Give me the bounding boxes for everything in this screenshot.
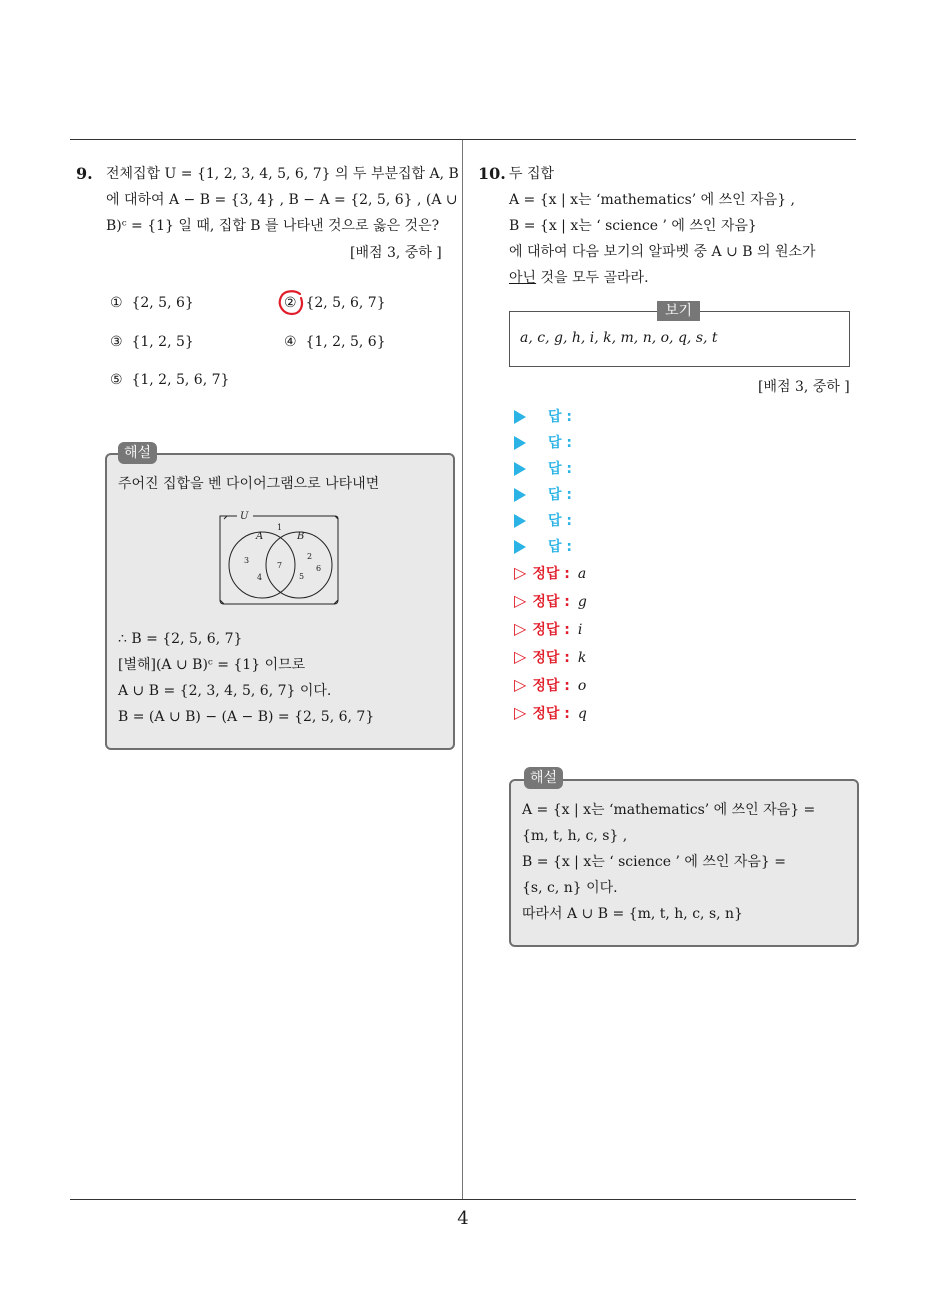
correct-answer-value: o <box>577 678 587 694</box>
q9-explanation-line-3: A ∪ B = {2, 3, 4, 5, 6, 7} 이다. <box>118 683 332 699</box>
q9-line-1: 전체집합 U = {1, 2, 3, 4, 5, 6, 7} 의 두 부분집합 A, B <box>106 166 459 182</box>
q10-explanation-tag: 해설 <box>524 767 563 789</box>
answer-label: 답 : <box>548 487 572 503</box>
correct-answer-value: i <box>577 622 583 638</box>
correct-label: 정답 : <box>532 678 570 694</box>
correct-answer-row-5 <box>514 675 586 697</box>
venn-both-value: 7 <box>277 561 283 570</box>
q10-score: [배점 3, 중하 ] <box>758 379 850 395</box>
correct-label: 정답 : <box>532 594 570 610</box>
correct-answer-value: k <box>577 650 587 666</box>
answer-row-1[interactable] <box>514 406 572 428</box>
q9-line-2: 에 대하여 A − B = {3, 4} , B − A = {2, 5, 6} , (A ∪ <box>106 192 458 208</box>
answer-label: 답 : <box>548 461 572 477</box>
red-triangle-icon: ▷ <box>514 619 527 638</box>
correct-answer-value: q <box>577 706 587 722</box>
answer-label: 답 : <box>548 513 572 529</box>
top-rule <box>70 139 856 140</box>
red-triangle-icon: ▷ <box>514 675 527 694</box>
blue-triangle-icon <box>514 410 526 424</box>
venn-only-a-value-1: 3 <box>244 556 250 565</box>
q9-line-3: B)ᶜ = {1} 일 때, 집합 B 를 나타낸 것으로 옳은 것은? <box>106 218 440 234</box>
correct-answer-row-3 <box>514 619 582 641</box>
correct-answer-row-4 <box>514 647 586 669</box>
q10-line-4-rest: 것을 모두 골라라. <box>536 270 649 286</box>
blue-triangle-icon <box>514 436 526 450</box>
venn-only-a-value-2: 4 <box>257 573 263 582</box>
q10-line-4 <box>509 265 649 291</box>
choice-mark: ⑤ <box>110 372 123 388</box>
q9-choice-1[interactable] <box>110 295 194 311</box>
blue-triangle-icon <box>514 514 526 528</box>
answer-row-2[interactable] <box>514 432 572 454</box>
bogi-tag: 보기 <box>657 301 700 321</box>
q9-explanation-line-2: [별해](A ∪ B)ᶜ = {1} 이므로 <box>118 657 306 673</box>
choice-mark: ② <box>284 295 297 311</box>
correct-answer-row-1 <box>514 563 586 585</box>
venn-set-a-label: A <box>256 531 264 542</box>
choice-text: {2, 5, 6} <box>131 295 194 311</box>
correct-label: 정답 : <box>532 650 570 666</box>
venn-outside-value: 1 <box>277 523 283 532</box>
answer-row-3[interactable] <box>514 458 572 480</box>
q10-line-1: A = {x | x는 ‘mathematics’ 에 쓰인 자음} , <box>509 192 796 208</box>
choice-text: {1, 2, 5, 6} <box>305 334 386 350</box>
correct-answer-value: a <box>577 566 587 582</box>
choice-text: {1, 2, 5, 6, 7} <box>131 372 230 388</box>
answer-row-6[interactable] <box>514 536 572 558</box>
q10-explanation-line-3: B = {x | x는 ‘ science ’ 에 쓰인 자음} = <box>522 854 786 870</box>
choice-mark: ④ <box>284 334 297 350</box>
venn-only-b-value-3: 5 <box>299 572 305 581</box>
bogi-content: a, c, g, h, i, k, m, n, o, q, s, t <box>520 330 718 346</box>
q10-explanation-line-4: {s, c, n} 이다. <box>522 880 618 896</box>
correct-label: 정답 : <box>532 622 570 638</box>
choice-mark: ③ <box>110 334 123 350</box>
blue-triangle-icon <box>514 488 526 502</box>
venn-diagram <box>215 508 343 606</box>
blue-triangle-icon <box>514 462 526 476</box>
correct-answer-value: g <box>577 594 587 610</box>
column-divider <box>462 140 463 1200</box>
choice-text: {1, 2, 5} <box>131 334 194 350</box>
selected-circle-mark <box>276 289 306 317</box>
correct-label: 정답 : <box>532 566 570 582</box>
venn-universe-label: U <box>240 511 249 522</box>
q10-underlined-word: 아닌 <box>509 270 537 286</box>
q9-explanation-intro: 주어진 집합을 벤 다이어그램으로 나타내면 <box>118 476 380 492</box>
q9-explanation-line-1: ∴ B = {2, 5, 6, 7} <box>118 631 243 647</box>
q10-explanation-line-1: A = {x | x는 ‘mathematics’ 에 쓰인 자음} = <box>522 802 816 818</box>
q10-explanation-line-5: 따라서 A ∪ B = {m, t, h, c, s, n} <box>522 906 743 922</box>
q10-title: 두 집합 <box>509 166 555 182</box>
venn-only-b-value-2: 6 <box>316 564 322 573</box>
q10-line-3: 에 대하여 다음 보기의 알파벳 중 A ∪ B 의 원소가 <box>509 244 816 260</box>
correct-answer-row-6 <box>514 703 587 725</box>
q9-choice-4[interactable] <box>284 334 386 350</box>
q10-number: 10. <box>478 164 506 183</box>
q9-explanation-tag: 해설 <box>118 442 157 464</box>
venn-only-b-value-1: 2 <box>307 552 313 561</box>
q9-choice-3[interactable] <box>110 334 194 350</box>
choice-mark: ① <box>110 295 123 311</box>
answer-row-4[interactable] <box>514 484 572 506</box>
bottom-rule <box>70 1199 856 1200</box>
correct-answer-row-2 <box>514 591 587 613</box>
q10-explanation-line-2: {m, t, h, c, s} , <box>522 828 628 844</box>
red-triangle-icon: ▷ <box>514 591 527 610</box>
answer-label: 답 : <box>548 539 572 555</box>
q9-number: 9. <box>76 164 93 183</box>
venn-set-b-label: B <box>297 531 305 542</box>
page-number: 4 <box>457 1208 469 1229</box>
q9-score: [배점 3, 중하 ] <box>350 245 442 261</box>
q10-line-2: B = {x | x는 ‘ science ’ 에 쓰인 자음} <box>509 218 757 234</box>
red-triangle-icon: ▷ <box>514 563 527 582</box>
choice-text: {2, 5, 6, 7} <box>305 295 386 311</box>
blue-triangle-icon <box>514 540 526 554</box>
correct-label: 정답 : <box>532 706 570 722</box>
red-triangle-icon: ▷ <box>514 647 527 666</box>
red-triangle-icon: ▷ <box>514 703 527 722</box>
q9-explanation-line-4: B = (A ∪ B) − (A − B) = {2, 5, 6, 7} <box>118 709 375 725</box>
answer-row-5[interactable] <box>514 510 572 532</box>
q9-choice-5[interactable] <box>110 372 229 388</box>
answer-label: 답 : <box>548 435 572 451</box>
answer-label: 답 : <box>548 409 572 425</box>
